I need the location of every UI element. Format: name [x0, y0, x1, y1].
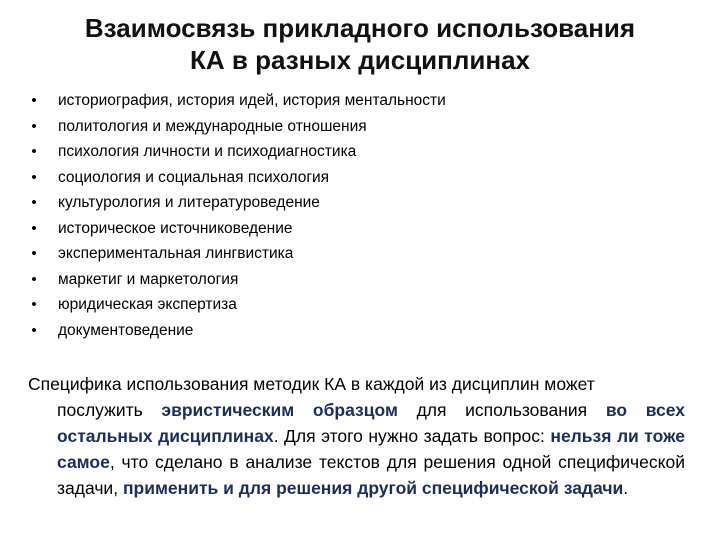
bullet: • — [31, 219, 37, 237]
list-item — [28, 190, 668, 216]
list-item — [28, 318, 668, 344]
list-item — [28, 114, 668, 140]
bullet: • — [31, 321, 37, 339]
title-line-1: Взаимосвязь прикладного использования — [84, 13, 636, 43]
emphasis-heuristic-model: эвристическим образцом — [161, 400, 398, 420]
list-item-text: социология и социальная психология — [58, 168, 330, 186]
list-item-text: историография, история идей, история ментальности — [58, 92, 446, 109]
list-item — [28, 267, 668, 293]
bullet: • — [31, 168, 37, 186]
paragraph-text: послужить — [57, 400, 162, 420]
list-item-text: документоведение — [58, 321, 194, 339]
emphasis-same-thing: нельзя ли тоже самое — [57, 426, 686, 472]
paragraph-text: , что сделано в анализе текстов для решения одной специфической задачи, — [57, 452, 685, 498]
list-item — [28, 216, 668, 242]
paragraph-first-line: Специфика использования методик КА в каждой из дисциплин может — [28, 374, 595, 394]
bullet: • — [31, 92, 37, 109]
paragraph-text: для использования — [397, 400, 606, 420]
list-item — [28, 292, 668, 318]
bullet: • — [31, 117, 37, 135]
paragraph-body — [28, 397, 685, 501]
list-item-text: маркетиг и маркетология — [58, 270, 239, 288]
bullet: • — [31, 270, 37, 288]
emphasis-all-disciplines: во всех остальных дисциплинах — [57, 400, 685, 446]
list-item-text: экспериментальная лингвистика — [58, 245, 294, 262]
list-item-text: культурология и литературоведение — [58, 194, 320, 211]
list-item-text: историческое источниковедение — [58, 219, 293, 237]
slide-title — [40, 12, 680, 76]
paragraph-text: . Для этого нужно задать вопрос: — [273, 426, 551, 446]
list-item — [28, 139, 668, 165]
bullet: • — [31, 143, 37, 160]
list-item-text: политология и международные отношения — [58, 117, 367, 135]
list-item — [28, 88, 668, 114]
emphasis-apply-other-task: применить и для решения другой специфической задачи — [122, 478, 624, 498]
summary-paragraph — [28, 371, 685, 501]
bullet: • — [31, 296, 37, 313]
paragraph-text: . — [623, 478, 629, 498]
title-line-2: КА в разных дисциплинах — [190, 45, 530, 75]
list-item-text: психология личности и психодиагностика — [58, 143, 357, 160]
bullet: • — [31, 194, 37, 211]
list-item — [28, 165, 668, 191]
bullet: • — [31, 245, 37, 262]
list-item-text: юридическая экспертиза — [58, 296, 237, 313]
list-item — [28, 241, 668, 267]
disciplines-list — [28, 88, 668, 343]
